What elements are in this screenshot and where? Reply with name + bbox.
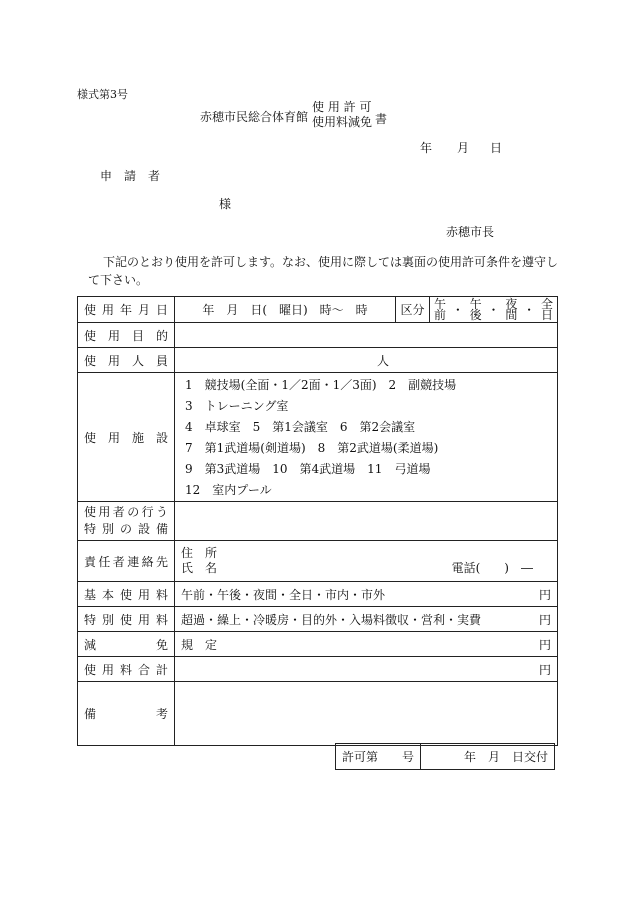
row-exemption-value[interactable] — [175, 632, 558, 657]
row-facility — [78, 373, 558, 502]
applicant-label: 申 請 者 — [100, 169, 161, 183]
kubun-label: 区分 — [396, 297, 430, 323]
facility-line-5: 9 第3武道場 10 第4武道場 11 弓道場 — [185, 462, 431, 476]
date-day: 日 — [490, 141, 503, 155]
row-facility-value[interactable] — [175, 373, 558, 502]
title-suffix: 書 — [375, 112, 388, 126]
kubun-pm[interactable]: 午 後 — [469, 296, 482, 322]
kubun-sep-1: ・ — [451, 303, 464, 317]
row-date-value[interactable]: 年 月 日( 曜日) 時～ 時 — [175, 297, 396, 323]
kubun-sep-3: ・ — [523, 303, 536, 317]
row-purpose — [78, 323, 558, 348]
row-special-fee — [78, 607, 558, 632]
row-people-label: 使用人員 — [78, 348, 175, 373]
basic-fee-yen: 円 — [538, 587, 551, 602]
basic-fee-options: 午前・午後・夜間・全日・市内・市外 — [181, 587, 386, 602]
title-facility: 赤穂市民総合体育館 — [200, 110, 309, 124]
row-contact-label: 責任者連絡先 — [78, 541, 175, 582]
row-remarks — [78, 682, 558, 746]
row-remarks-label: 備考 — [78, 682, 175, 746]
row-total — [78, 657, 558, 682]
row-special-fee-label: 特別使用料 — [78, 607, 175, 632]
facility-line-3: 4 卓球室 5 第1会議室 6 第2会議室 — [185, 420, 416, 434]
row-people-value[interactable] — [175, 348, 558, 373]
row-date-label: 使用年月日 — [78, 297, 175, 323]
sama-label: 様 — [219, 197, 232, 211]
row-contact-value[interactable] — [175, 541, 558, 582]
row-remarks-value[interactable] — [175, 682, 558, 746]
row-exemption-label: 減免 — [78, 632, 175, 657]
row-people — [78, 348, 558, 373]
exemption-rule: 規 定 — [181, 637, 218, 652]
intro-line-1: 下記のとおり使用を許可します。なお、使用に際しては裏面の使用許可条件を遵守し — [103, 255, 559, 269]
contact-name: 氏 名 — [181, 561, 218, 575]
row-basic-fee-label: 基本使用料 — [78, 582, 175, 607]
row-special-equipment-label: 使用者の行う 特別の設備 — [78, 502, 175, 541]
row-total-value[interactable] — [175, 657, 558, 682]
title-type-permit: 使 用 許 可 — [312, 100, 372, 114]
facility-line-6: 12 室内プール — [185, 483, 272, 497]
title-type — [312, 100, 372, 130]
row-exemption — [78, 632, 558, 657]
row-purpose-value[interactable] — [175, 323, 558, 348]
intro-line-2: て下さい。 — [88, 273, 149, 287]
kubun-allday[interactable]: 全 日 — [540, 296, 553, 322]
permit-form-table — [77, 296, 558, 746]
issuer-name: 赤穂市長 — [446, 225, 495, 239]
special-fee-yen: 円 — [538, 612, 551, 627]
kubun-am[interactable]: 午 前 — [434, 296, 447, 322]
row-facility-label: 使用施設 — [78, 373, 175, 502]
kubun-night[interactable]: 夜 間 — [505, 296, 518, 322]
date-year: 年 — [420, 141, 433, 155]
row-basic-fee — [78, 582, 558, 607]
issue-box — [335, 743, 555, 770]
contact-address: 住 所 — [181, 546, 218, 560]
contact-phone: 電話( ) ― — [451, 561, 533, 575]
facility-line-4: 7 第1武道場(剣道場) 8 第2武道場(柔道場) — [185, 441, 439, 455]
form-number: 様式第3号 — [77, 88, 128, 101]
facility-line-1: 1 競技場(全面・1／2面・1／3面) 2 副競技場 — [185, 378, 457, 392]
kubun-sep-2: ・ — [487, 303, 500, 317]
row-date — [78, 297, 558, 323]
exemption-yen: 円 — [538, 637, 551, 652]
row-purpose-label: 使用目的 — [78, 323, 175, 348]
row-special-equipment — [78, 502, 558, 541]
permit-number[interactable]: 許可第 号 — [336, 744, 421, 770]
date-month: 月 — [457, 141, 470, 155]
facility-line-2: 3 トレーニング室 — [185, 399, 289, 413]
issued-date[interactable]: 年 月 日交付 — [421, 744, 555, 770]
special-fee-options: 超過・繰上・冷暖房・目的外・入場料徴収・営利・実費 — [181, 612, 482, 627]
row-special-fee-value[interactable] — [175, 607, 558, 632]
people-unit: 人 — [376, 353, 389, 368]
row-contact — [78, 541, 558, 582]
row-special-equipment-value[interactable] — [175, 502, 558, 541]
row-total-label: 使用料合計 — [78, 657, 175, 682]
title-type-exempt: 使用料減免 — [312, 115, 373, 129]
total-yen: 円 — [538, 662, 551, 677]
kubun-options[interactable] — [430, 297, 558, 323]
row-basic-fee-value[interactable] — [175, 582, 558, 607]
